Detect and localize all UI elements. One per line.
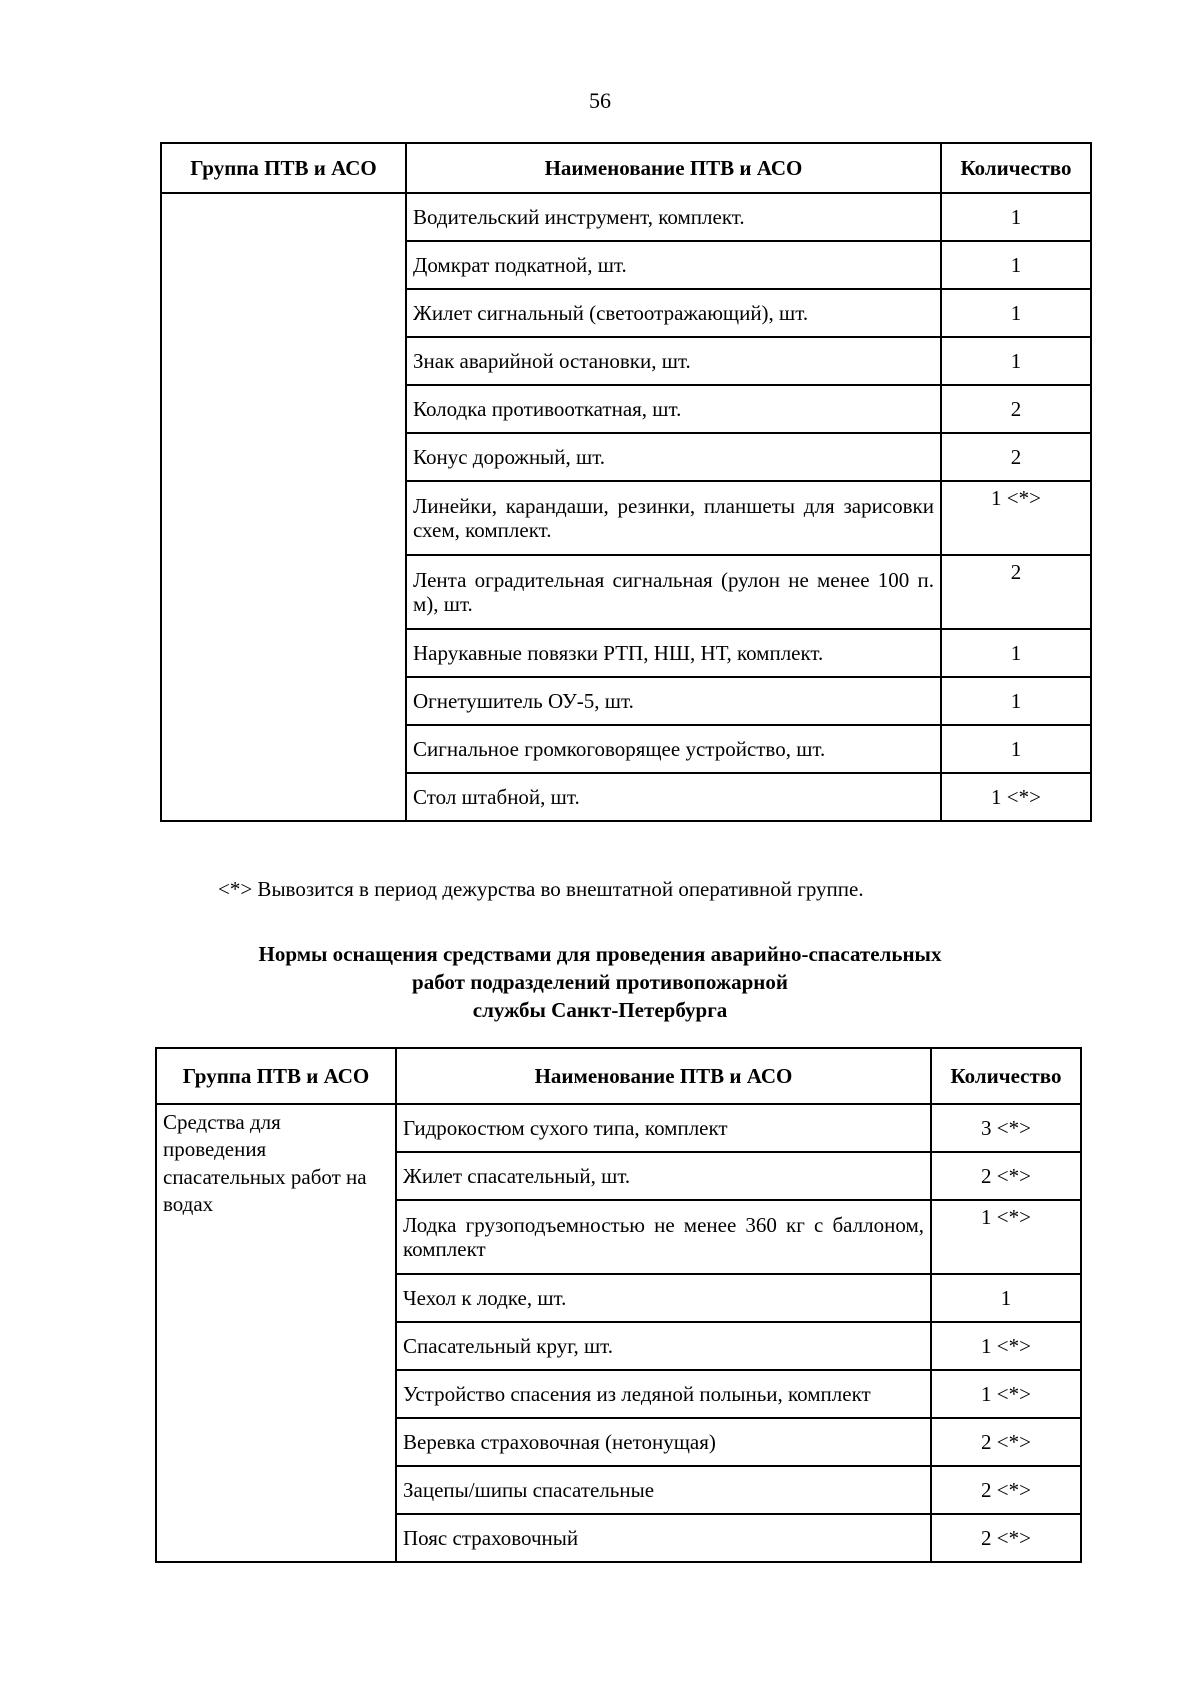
item-name: Лодка грузоподъемностью не менее 360 кг с баллоном, комплект xyxy=(396,1200,931,1274)
item-qty: 1 xyxy=(941,289,1091,337)
item-name: Зацепы/шипы спасательные xyxy=(396,1466,931,1514)
item-qty: 1 xyxy=(941,241,1091,289)
item-name: Знак аварийной остановки, шт. xyxy=(406,337,941,385)
equipment-table-2 xyxy=(155,1047,1082,1563)
item-name: Спасательный круг, шт. xyxy=(396,1322,931,1370)
item-qty: 1 <*> xyxy=(931,1200,1081,1274)
item-qty: 1 <*> xyxy=(931,1322,1081,1370)
table-header-row xyxy=(161,143,1091,193)
section-title xyxy=(0,940,1200,1024)
item-name: Устройство спасения из ледяной полыньи, комплект xyxy=(396,1370,931,1418)
section-title-line: работ подразделений противопожарной xyxy=(412,970,788,994)
item-name: Домкрат подкатной, шт. xyxy=(406,241,941,289)
item-name: Водительский инструмент, комплект. xyxy=(406,193,941,241)
header-qty: Количество xyxy=(941,143,1091,193)
item-qty: 1 xyxy=(941,629,1091,677)
group-cell: Средства для проведения спасательных работ на водах xyxy=(156,1104,396,1562)
item-name: Жилет сигнальный (светоотражающий), шт. xyxy=(406,289,941,337)
item-name: Пояс страховочный xyxy=(396,1514,931,1562)
item-qty: 2 xyxy=(941,385,1091,433)
item-qty: 2 <*> xyxy=(931,1466,1081,1514)
item-name: Чехол к лодке, шт. xyxy=(396,1274,931,1322)
equipment-table-1 xyxy=(160,142,1092,822)
item-qty: 1 xyxy=(941,725,1091,773)
item-name: Конус дорожный, шт. xyxy=(406,433,941,481)
header-group: Группа ПТВ и АСО xyxy=(156,1048,396,1104)
item-name: Линейки, карандаши, резинки, планшеты для зарисовки схем, комплект. xyxy=(406,481,941,555)
item-qty: 1 xyxy=(931,1274,1081,1322)
item-name: Колодка противооткатная, шт. xyxy=(406,385,941,433)
section-title-line: службы Санкт-Петербурга xyxy=(472,998,728,1022)
item-name: Веревка страховочная (нетонущая) xyxy=(396,1418,931,1466)
item-name: Стол штабной, шт. xyxy=(406,773,941,821)
section-title-line: Нормы оснащения средствами для проведения аварийно-спасательных xyxy=(258,942,942,966)
footnote: <*> Вывозится в период дежурства во внештатной оперативной группе. xyxy=(218,877,864,901)
item-name: Нарукавные повязки РТП, НШ, НТ, комплект. xyxy=(406,629,941,677)
item-name: Жилет спасательный, шт. xyxy=(396,1152,931,1200)
header-name: Наименование ПТВ и АСО xyxy=(396,1048,931,1104)
table-header-row xyxy=(156,1048,1081,1104)
item-qty: 1 xyxy=(941,337,1091,385)
item-qty: 1 xyxy=(941,193,1091,241)
item-name: Огнетушитель ОУ-5, шт. xyxy=(406,677,941,725)
group-cell xyxy=(161,193,406,821)
item-qty: 2 <*> xyxy=(931,1514,1081,1562)
item-qty: 1 <*> xyxy=(941,481,1091,555)
header-name: Наименование ПТВ и АСО xyxy=(406,143,941,193)
item-qty: 1 xyxy=(941,677,1091,725)
table-row xyxy=(156,1104,1081,1152)
item-qty: 1 <*> xyxy=(931,1370,1081,1418)
item-name: Гидрокостюм сухого типа, комплект xyxy=(396,1104,931,1152)
header-qty: Количество xyxy=(931,1048,1081,1104)
item-qty: 2 <*> xyxy=(931,1152,1081,1200)
header-group: Группа ПТВ и АСО xyxy=(161,143,406,193)
page-number: 56 xyxy=(589,88,611,113)
item-name: Лента оградительная сигнальная (рулон не менее 100 п. м), шт. xyxy=(406,555,941,629)
item-qty: 2 xyxy=(941,433,1091,481)
item-qty: 3 <*> xyxy=(931,1104,1081,1152)
item-qty: 1 <*> xyxy=(941,773,1091,821)
item-qty: 2 <*> xyxy=(931,1418,1081,1466)
item-qty: 2 xyxy=(941,555,1091,629)
item-name: Сигнальное громкоговорящее устройство, шт. xyxy=(406,725,941,773)
table-row xyxy=(161,193,1091,241)
